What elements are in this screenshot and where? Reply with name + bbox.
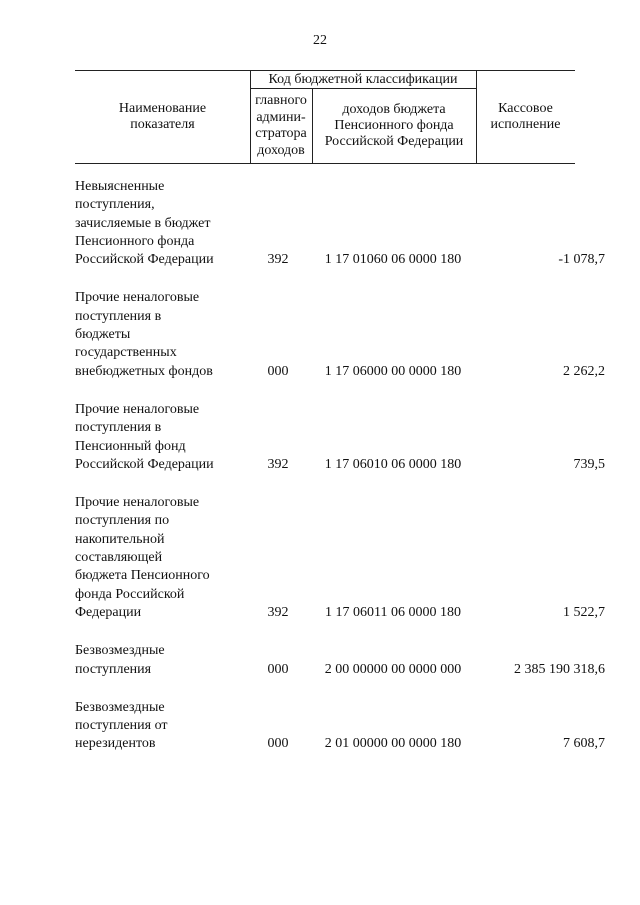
row-income-code: 2 00 00000 00 0000 000 — [324, 661, 462, 677]
row-income-code: 2 01 00000 00 0000 180 — [324, 736, 462, 752]
row-admin-code: 000 — [267, 363, 289, 379]
header-code-group: Код бюджетной классификации — [268, 71, 458, 87]
header-amount-column: Кассовое исполнение — [490, 101, 561, 132]
row-admin-code: 392 — [267, 252, 289, 268]
table-row — [75, 178, 615, 269]
row-name: Прочие неналоговые поступления в бюджеты государственных внебюджетных фондов — [75, 290, 213, 379]
row-name: Безвозмездные поступления — [75, 643, 165, 677]
table-row — [75, 494, 615, 622]
row-admin-code: 000 — [267, 736, 289, 752]
table-row — [75, 401, 615, 474]
row-name: Безвозмездные поступления от нерезидентов — [75, 699, 168, 752]
row-income-code: 1 17 06011 06 0000 180 — [325, 604, 461, 620]
row-amount: 7 608,7 — [563, 736, 605, 752]
row-admin-code: 000 — [267, 661, 289, 677]
table-header — [75, 70, 575, 164]
header-name-column: Наименование показателя — [118, 101, 207, 132]
table-row — [75, 289, 615, 380]
table-row — [75, 699, 615, 754]
row-income-code: 1 17 06000 00 0000 180 — [324, 363, 462, 379]
row-admin-code: 392 — [267, 604, 289, 620]
table-row — [75, 642, 615, 679]
table-body — [75, 178, 615, 774]
row-name: Прочие неналоговые поступления в Пенсионный фонд Российской Федерации — [75, 401, 214, 472]
row-admin-code: 392 — [267, 456, 289, 472]
row-income-code: 1 17 01060 06 0000 180 — [324, 252, 462, 268]
row-amount: 2 385 190 318,6 — [514, 661, 605, 677]
row-amount: -1 078,7 — [558, 252, 605, 268]
page-number: 22 — [313, 33, 327, 48]
row-name: Прочие неналоговые поступления по накопительной составляющей бюджета Пенсионного фонда Российской Федерации — [75, 495, 210, 620]
row-amount: 1 522,7 — [563, 604, 605, 620]
header-income-column: доходов бюджета Пенсионного фонда Российской Федерации — [324, 102, 464, 149]
row-amount: 2 262,2 — [563, 363, 605, 379]
row-name: Невыясненные поступления, зачисляемые в бюджет Пенсионного фонда Российской Федерации — [75, 179, 214, 268]
header-admin-column: главного админи- стратора доходов — [255, 93, 307, 158]
row-income-code: 1 17 06010 06 0000 180 — [324, 456, 462, 472]
row-amount: 739,5 — [573, 456, 605, 472]
